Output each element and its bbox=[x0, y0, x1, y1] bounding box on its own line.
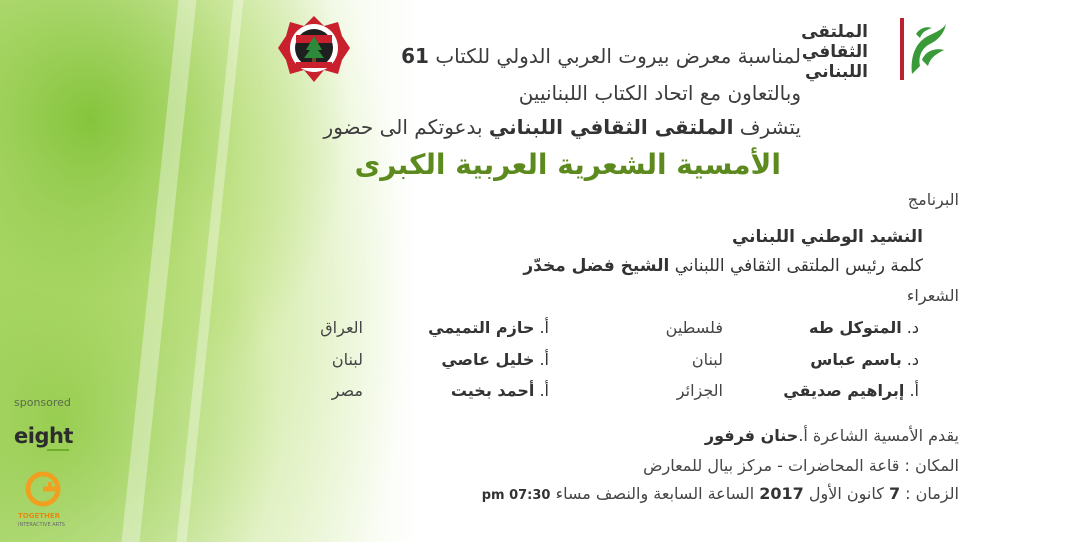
time-line: الزمان : 7 كانون الأول 2017 الساعة السابعة والنصف مساء 07:30 pm bbox=[481, 484, 959, 503]
poet-country: العراق bbox=[320, 318, 363, 337]
poet-country: الجزائر bbox=[676, 381, 723, 400]
poet-name: أ. حازم التميمي bbox=[428, 318, 549, 337]
together-label: TOGETHER bbox=[18, 512, 61, 520]
poet-country: فلسطين bbox=[665, 318, 723, 337]
header-line-occasion: لمناسبة معرض بيروت العربي الدولي للكتاب 61 bbox=[401, 44, 801, 68]
poet-name: أ. خليل عاصي bbox=[441, 350, 549, 369]
program-item-speech: كلمة رئيس الملتقى الثقافي اللبناني الشيخ فضل مخدّر bbox=[523, 256, 923, 276]
logo-divider bbox=[900, 18, 904, 80]
poets-label: الشعراء bbox=[906, 286, 959, 305]
eight-sponsor-logo: eight bbox=[14, 424, 73, 448]
writers-union-emblem-icon bbox=[276, 14, 352, 84]
poet-country: لبنان bbox=[331, 350, 363, 369]
poet-name: أ. إبراهيم صديقي bbox=[783, 381, 919, 400]
logo-text: الملتقى الثقافي اللبناني bbox=[801, 22, 868, 82]
cultural-forum-logo-icon bbox=[906, 20, 948, 78]
poet-name: د. باسم عباس bbox=[810, 350, 919, 369]
poet-country: لبنان bbox=[691, 350, 723, 369]
presenter-line: يقدم الأمسية الشاعرة أ.حنان فرفور bbox=[704, 426, 959, 445]
sponsored-label: sponsored bbox=[14, 396, 71, 409]
program-label: البرنامج bbox=[907, 190, 959, 209]
header-line-invitation: يتشرف الملتقى الثقافي اللبناني بدعوتكم الى حضور bbox=[323, 115, 801, 139]
eight-logo-underline bbox=[47, 449, 69, 451]
program-item-anthem: النشيد الوطني اللبناني bbox=[731, 227, 923, 247]
together-sponsor-logo-icon bbox=[24, 470, 62, 508]
place-line: المكان : قاعة المحاضرات - مركز بيال للمعارض bbox=[643, 456, 959, 475]
together-sublabel: INTERACTIVE ARTS bbox=[18, 522, 65, 528]
poet-country: مصر bbox=[331, 381, 363, 400]
poet-name: د. المتوكل طه bbox=[808, 318, 919, 337]
event-title: الأمسية الشعرية العربية الكبرى bbox=[354, 148, 781, 181]
poet-name: أ. أحمد بخيت bbox=[450, 381, 549, 400]
header-line-cooperation: وبالتعاون مع اتحاد الكتاب اللبنانيين bbox=[518, 81, 801, 105]
